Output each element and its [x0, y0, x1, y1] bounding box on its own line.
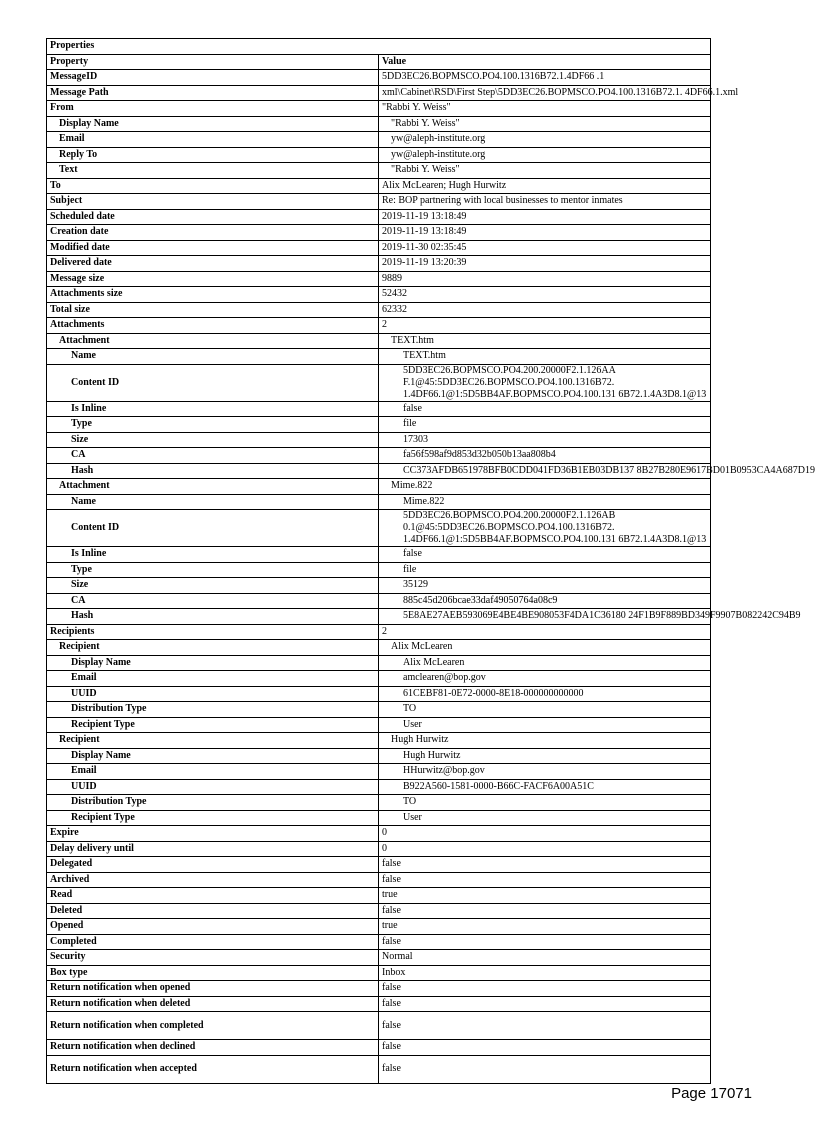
- table-title-row: [47, 39, 711, 55]
- property-value: false: [379, 872, 711, 888]
- property-value: 2: [379, 624, 711, 640]
- table-row: [47, 417, 711, 433]
- property-name: Deleted: [47, 903, 379, 919]
- property-value: Mime.822: [379, 494, 711, 510]
- property-name: Opened: [47, 919, 379, 935]
- property-value: 0: [379, 841, 711, 857]
- property-name: Recipients: [47, 624, 379, 640]
- table-row: [47, 733, 711, 749]
- property-name: Box type: [47, 965, 379, 981]
- property-value: B922A560-1581-0000-B66C-FACF6A00A51C: [379, 779, 711, 795]
- property-value: 62332: [379, 302, 711, 318]
- table-row: [47, 826, 711, 842]
- property-name: Total size: [47, 302, 379, 318]
- table-row: [47, 841, 711, 857]
- properties-table: [46, 38, 815, 1084]
- table-row: [47, 547, 711, 563]
- property-value: yw@aleph-institute.org: [379, 132, 711, 148]
- property-value: yw@aleph-institute.org: [379, 147, 711, 163]
- table-row: [47, 364, 711, 401]
- table-row: [47, 101, 711, 117]
- property-name: Recipient: [47, 640, 379, 656]
- property-value: false: [379, 857, 711, 873]
- property-name: Return notification when accepted: [47, 1055, 379, 1083]
- property-value: 5DD3EC26.BOPMSCO.PO4.100.1316B72.1.4DF66 .1: [379, 70, 711, 86]
- table-row: [47, 1040, 711, 1056]
- page-number: Page 17071: [671, 1085, 752, 1102]
- table-row: [47, 748, 711, 764]
- property-name: Email: [47, 671, 379, 687]
- property-value: 2019-11-30 02:35:45: [379, 240, 711, 256]
- property-value: file: [379, 417, 711, 433]
- property-value: false: [379, 1055, 711, 1083]
- property-name: Distribution Type: [47, 795, 379, 811]
- table-row: [47, 562, 711, 578]
- property-name: Return notification when deleted: [47, 996, 379, 1012]
- table-row: [47, 919, 711, 935]
- table-row: [47, 271, 711, 287]
- property-value: Inbox: [379, 965, 711, 981]
- table-row: [47, 225, 711, 241]
- property-name: Is Inline: [47, 401, 379, 417]
- table-row: [47, 448, 711, 464]
- property-name: Type: [47, 562, 379, 578]
- property-value: 61CEBF81-0E72-0000-8E18-000000000000: [379, 686, 711, 702]
- property-name: MessageID: [47, 70, 379, 86]
- property-name: Attachment: [47, 479, 379, 495]
- table-row: [47, 256, 711, 272]
- table-row: [47, 640, 711, 656]
- property-value: Normal: [379, 950, 711, 966]
- property-name: Return notification when declined: [47, 1040, 379, 1056]
- property-value: User: [379, 810, 711, 826]
- property-name: Name: [47, 349, 379, 365]
- property-name: Attachment: [47, 333, 379, 349]
- table-row: [47, 857, 711, 873]
- table-row: [47, 287, 711, 303]
- column-header-property: Property: [47, 54, 379, 70]
- property-value: HHurwitz@bop.gov: [379, 764, 711, 780]
- property-name: UUID: [47, 779, 379, 795]
- property-value: TEXT.htm: [379, 333, 711, 349]
- property-name: Delegated: [47, 857, 379, 873]
- table-row: [47, 401, 711, 417]
- property-name: Return notification when opened: [47, 981, 379, 997]
- property-name: Recipient Type: [47, 810, 379, 826]
- table-title: Properties: [47, 39, 711, 55]
- property-name: Creation date: [47, 225, 379, 241]
- table-row: [47, 432, 711, 448]
- property-name: Display Name: [47, 655, 379, 671]
- table-row: [47, 302, 711, 318]
- column-header-value: Value: [379, 54, 711, 70]
- table-row: [47, 717, 711, 733]
- table-row: [47, 349, 711, 365]
- property-value: file: [379, 562, 711, 578]
- table-row: [47, 795, 711, 811]
- property-name: Scheduled date: [47, 209, 379, 225]
- property-value: Alix McLearen: [379, 655, 711, 671]
- property-value: 2019-11-19 13:18:49: [379, 225, 711, 241]
- property-name: Display Name: [47, 116, 379, 132]
- property-name: Email: [47, 764, 379, 780]
- table-row: [47, 934, 711, 950]
- property-value: 52432: [379, 287, 711, 303]
- property-value: true: [379, 919, 711, 935]
- property-value: 2: [379, 318, 711, 334]
- property-value: CC373AFDB651978BFB0CDD041FD36B1EB03DB137 8B27B280E9617BD01B0953CA4A687D19: [379, 463, 711, 479]
- property-name: Subject: [47, 194, 379, 210]
- property-value: false: [379, 934, 711, 950]
- property-value: Hugh Hurwitz: [379, 748, 711, 764]
- table-row: [47, 178, 711, 194]
- property-name: Completed: [47, 934, 379, 950]
- table-row: [47, 996, 711, 1012]
- table-row: [47, 209, 711, 225]
- property-name: Reply To: [47, 147, 379, 163]
- property-value: TO: [379, 795, 711, 811]
- property-name: Read: [47, 888, 379, 904]
- property-value: "Rabbi Y. Weiss": [379, 116, 711, 132]
- property-name: Size: [47, 578, 379, 594]
- property-value: Alix McLearen; Hugh Hurwitz: [379, 178, 711, 194]
- table-row: [47, 764, 711, 780]
- table-row: [47, 194, 711, 210]
- property-value: true: [379, 888, 711, 904]
- property-value: Re: BOP partnering with local businesses to mentor inmates: [379, 194, 711, 210]
- property-name: Message Path: [47, 85, 379, 101]
- property-name: Expire: [47, 826, 379, 842]
- property-value: amclearen@bop.gov: [379, 671, 711, 687]
- property-name: Message size: [47, 271, 379, 287]
- table-row: [47, 888, 711, 904]
- table-row: [47, 609, 711, 625]
- table-header-row: [47, 54, 711, 70]
- table-row: [47, 494, 711, 510]
- property-value: xml\Cabinet\RSD\First Step\5DD3EC26.BOPMSCO.PO4.100.1316B72.1. 4DF66.1.xml: [379, 85, 711, 101]
- property-value: 5DD3EC26.BOPMSCO.PO4.200.20000F2.1.126AA F.1@45:5DD3EC26.BOPMSCO.PO4.100.1316B72. 1.4DF66.1@1:5D5BB4AF.BOPMSCO.PO4.100.131 6B72.1.4A3D8.1@13: [379, 364, 711, 401]
- property-value: 9889: [379, 271, 711, 287]
- table-row: [47, 318, 711, 334]
- property-value: false: [379, 981, 711, 997]
- table-row: [47, 593, 711, 609]
- table-row: [47, 333, 711, 349]
- table-row: [47, 950, 711, 966]
- property-value: 17303: [379, 432, 711, 448]
- property-name: Archived: [47, 872, 379, 888]
- table-row: [47, 779, 711, 795]
- property-name: Hash: [47, 609, 379, 625]
- table-row: [47, 578, 711, 594]
- property-value: false: [379, 1012, 711, 1040]
- table-row: [47, 1055, 711, 1083]
- property-value: Alix McLearen: [379, 640, 711, 656]
- property-name: Display Name: [47, 748, 379, 764]
- table-row: [47, 463, 711, 479]
- property-name: Text: [47, 163, 379, 179]
- table-row: [47, 981, 711, 997]
- table-row: [47, 132, 711, 148]
- property-name: Name: [47, 494, 379, 510]
- property-name: Attachments: [47, 318, 379, 334]
- table-row: [47, 810, 711, 826]
- property-value: 5DD3EC26.BOPMSCO.PO4.200.20000F2.1.126AB 0.1@45:5DD3EC26.BOPMSCO.PO4.100.1316B72. 1.4DF66.1@1:5D5BB4AF.BOPMSCO.PO4.100.131 6B72.1.4A3D8.1@13: [379, 510, 711, 547]
- property-value: 885c45d206bcae33daf49050764a08c9: [379, 593, 711, 609]
- table-row: [47, 872, 711, 888]
- property-name: Attachments size: [47, 287, 379, 303]
- table-row: [47, 903, 711, 919]
- table-row: [47, 702, 711, 718]
- table-row: [47, 1012, 711, 1040]
- table-row: [47, 240, 711, 256]
- property-name: CA: [47, 593, 379, 609]
- property-name: Content ID: [47, 510, 379, 547]
- table-row: [47, 70, 711, 86]
- property-name: Modified date: [47, 240, 379, 256]
- property-value: 2019-11-19 13:20:39: [379, 256, 711, 272]
- table-row: [47, 510, 711, 547]
- property-value: 35129: [379, 578, 711, 594]
- table-row: [47, 163, 711, 179]
- property-name: From: [47, 101, 379, 117]
- property-name: Size: [47, 432, 379, 448]
- table-row: [47, 85, 711, 101]
- property-value: false: [379, 903, 711, 919]
- property-value: false: [379, 401, 711, 417]
- property-name: Hash: [47, 463, 379, 479]
- property-name: Email: [47, 132, 379, 148]
- property-value: "Rabbi Y. Weiss": [379, 163, 711, 179]
- table-row: [47, 965, 711, 981]
- property-name: CA: [47, 448, 379, 464]
- property-value: 2019-11-19 13:18:49: [379, 209, 711, 225]
- property-name: Delivered date: [47, 256, 379, 272]
- table-row: [47, 116, 711, 132]
- property-value: Hugh Hurwitz: [379, 733, 711, 749]
- table-row: [47, 686, 711, 702]
- property-value: 0: [379, 826, 711, 842]
- table-row: [47, 624, 711, 640]
- property-name: Type: [47, 417, 379, 433]
- property-value: User: [379, 717, 711, 733]
- property-name: Content ID: [47, 364, 379, 401]
- property-name: Return notification when completed: [47, 1012, 379, 1040]
- property-value: false: [379, 996, 711, 1012]
- property-name: Is Inline: [47, 547, 379, 563]
- table-row: [47, 479, 711, 495]
- property-name: To: [47, 178, 379, 194]
- property-name: Recipient: [47, 733, 379, 749]
- property-name: UUID: [47, 686, 379, 702]
- property-value: "Rabbi Y. Weiss": [379, 101, 711, 117]
- property-value: false: [379, 1040, 711, 1056]
- property-value: fa56f598af9d853d32b050b13aa808b4: [379, 448, 711, 464]
- table-row: [47, 655, 711, 671]
- property-value: TO: [379, 702, 711, 718]
- property-name: Distribution Type: [47, 702, 379, 718]
- table-row: [47, 147, 711, 163]
- table-row: [47, 671, 711, 687]
- properties-table-body: [47, 39, 815, 1084]
- property-value: TEXT.htm: [379, 349, 711, 365]
- property-value: 5E8AE27AEB593069E4BE4BE908053F4DA1C36180 24F1B9F889BD349F9907B082242C94B9: [379, 609, 711, 625]
- property-value: false: [379, 547, 711, 563]
- property-name: Delay delivery until: [47, 841, 379, 857]
- property-name: Security: [47, 950, 379, 966]
- property-name: Recipient Type: [47, 717, 379, 733]
- property-value: Mime.822: [379, 479, 711, 495]
